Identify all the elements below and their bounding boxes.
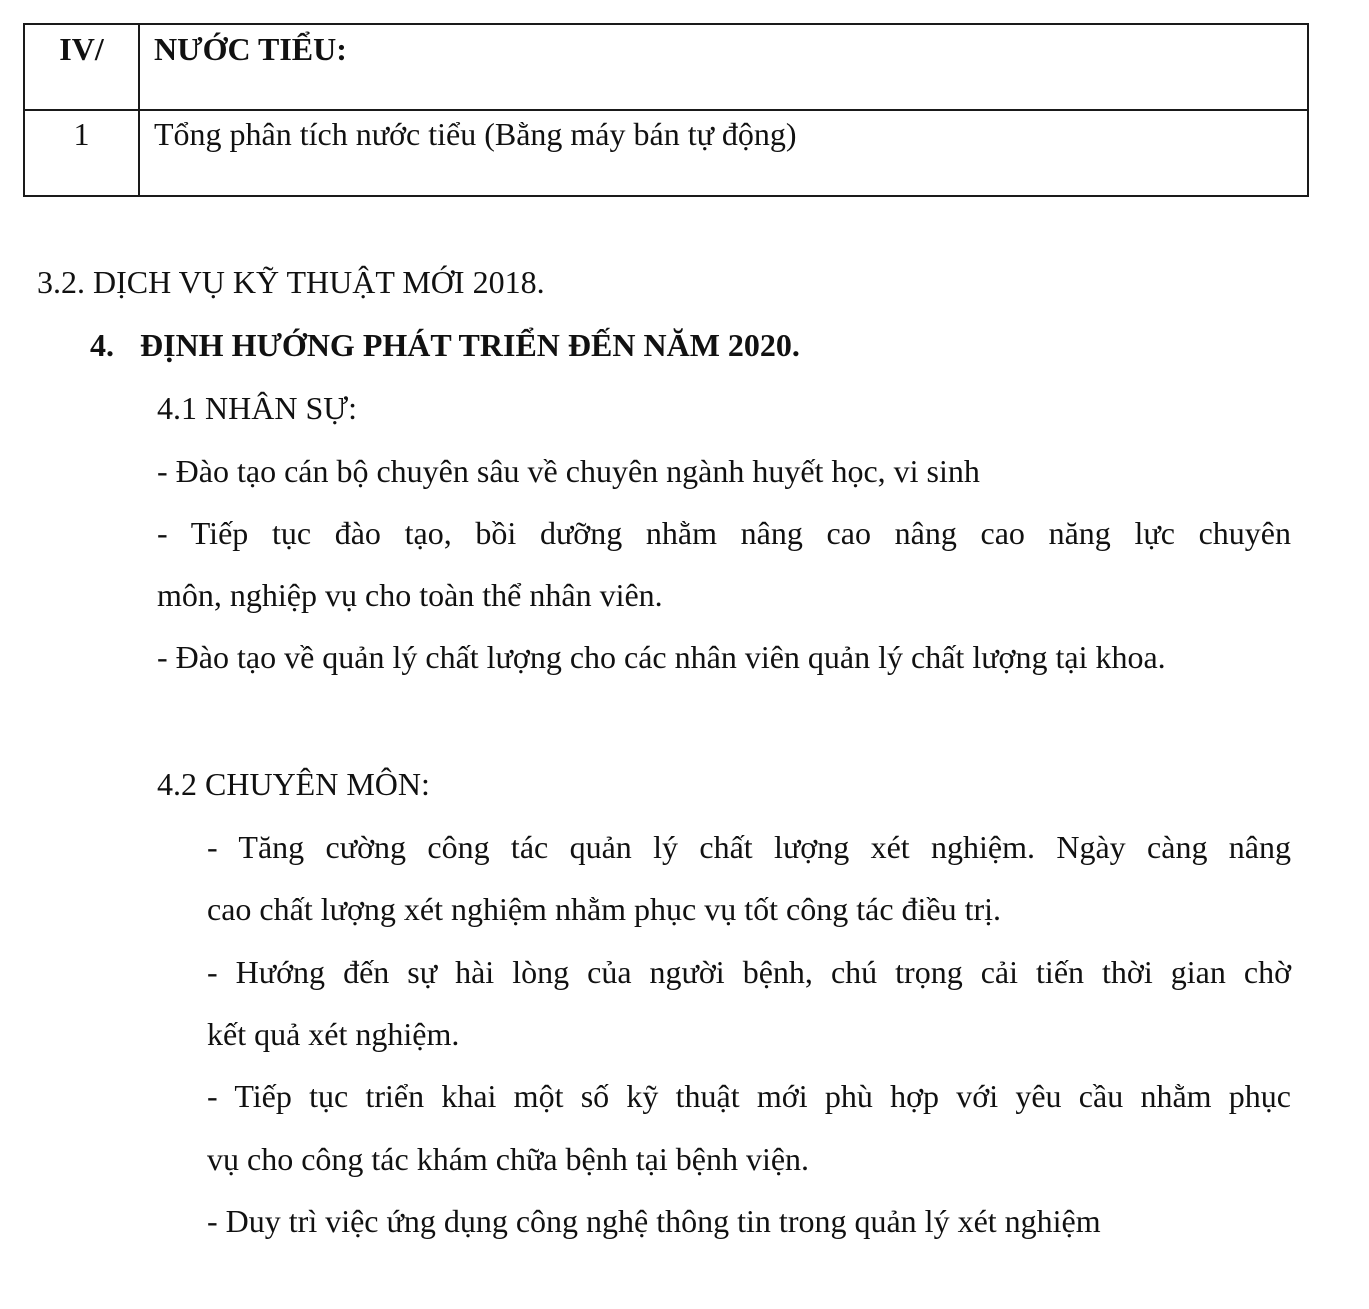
section-4-1-item: - Đào tạo về quản lý chất lượng cho các nhân viên quản lý chất lượng tại khoa.: [157, 639, 1166, 675]
table-row-text: Tổng phân tích nước tiểu (Bằng máy bán tự động): [154, 116, 797, 152]
section-4-2-item: - Tăng cường công tác quản lý chất lượng xét nghiệm. Ngày càng nâng: [207, 829, 1291, 865]
section-4-1-item: - Tiếp tục đào tạo, bồi dưỡng nhằm nâng cao nâng cao năng lực chuyên: [157, 515, 1291, 551]
section-4-2-item-continued: vụ cho công tác khám chữa bệnh tại bệnh viện.: [207, 1141, 810, 1177]
table-column-divider: [138, 25, 140, 195]
section-4-2-item: - Duy trì việc ứng dụng công nghệ thông tin trong quản lý xét nghiệm: [207, 1203, 1101, 1239]
section-4-title: ĐỊNH HƯỚNG PHÁT TRIỂN ĐẾN NĂM 2020.: [140, 327, 800, 363]
section-4-2-item-continued: kết quả xét nghiệm.: [207, 1016, 460, 1052]
section-4-number: 4.: [90, 327, 114, 363]
table-header-number: IV/: [59, 31, 104, 67]
section-4-2-item: - Tiếp tục triển khai một số kỹ thuật mới phù hợp với yêu cầu nhằm phục: [207, 1078, 1291, 1114]
table-header-title: NƯỚC TIỂU:: [154, 31, 347, 67]
section-3-2-heading: 3.2. DỊCH VỤ KỸ THUẬT MỚI 2018.: [37, 264, 545, 300]
section-4-1-item-continued: môn, nghiệp vụ cho toàn thể nhân viên.: [157, 577, 663, 613]
section-4-1-item: - Đào tạo cán bộ chuyên sâu về chuyên ngành huyết học, vi sinh: [157, 453, 980, 489]
table-row-divider: [25, 109, 1307, 111]
section-4-2-item: - Hướng đến sự hài lòng của người bệnh, chú trọng cải tiến thời gian chờ: [207, 954, 1291, 990]
table-row-number: 1: [73, 116, 90, 152]
section-4-1-title: 4.1 NHÂN SỰ:: [157, 390, 357, 426]
section-4-2-item-continued: cao chất lượng xét nghiệm nhằm phục vụ tốt công tác điều trị.: [207, 891, 1002, 927]
section-4-2-title: 4.2 CHUYÊN MÔN:: [157, 766, 430, 802]
urine-table: [23, 23, 1309, 197]
